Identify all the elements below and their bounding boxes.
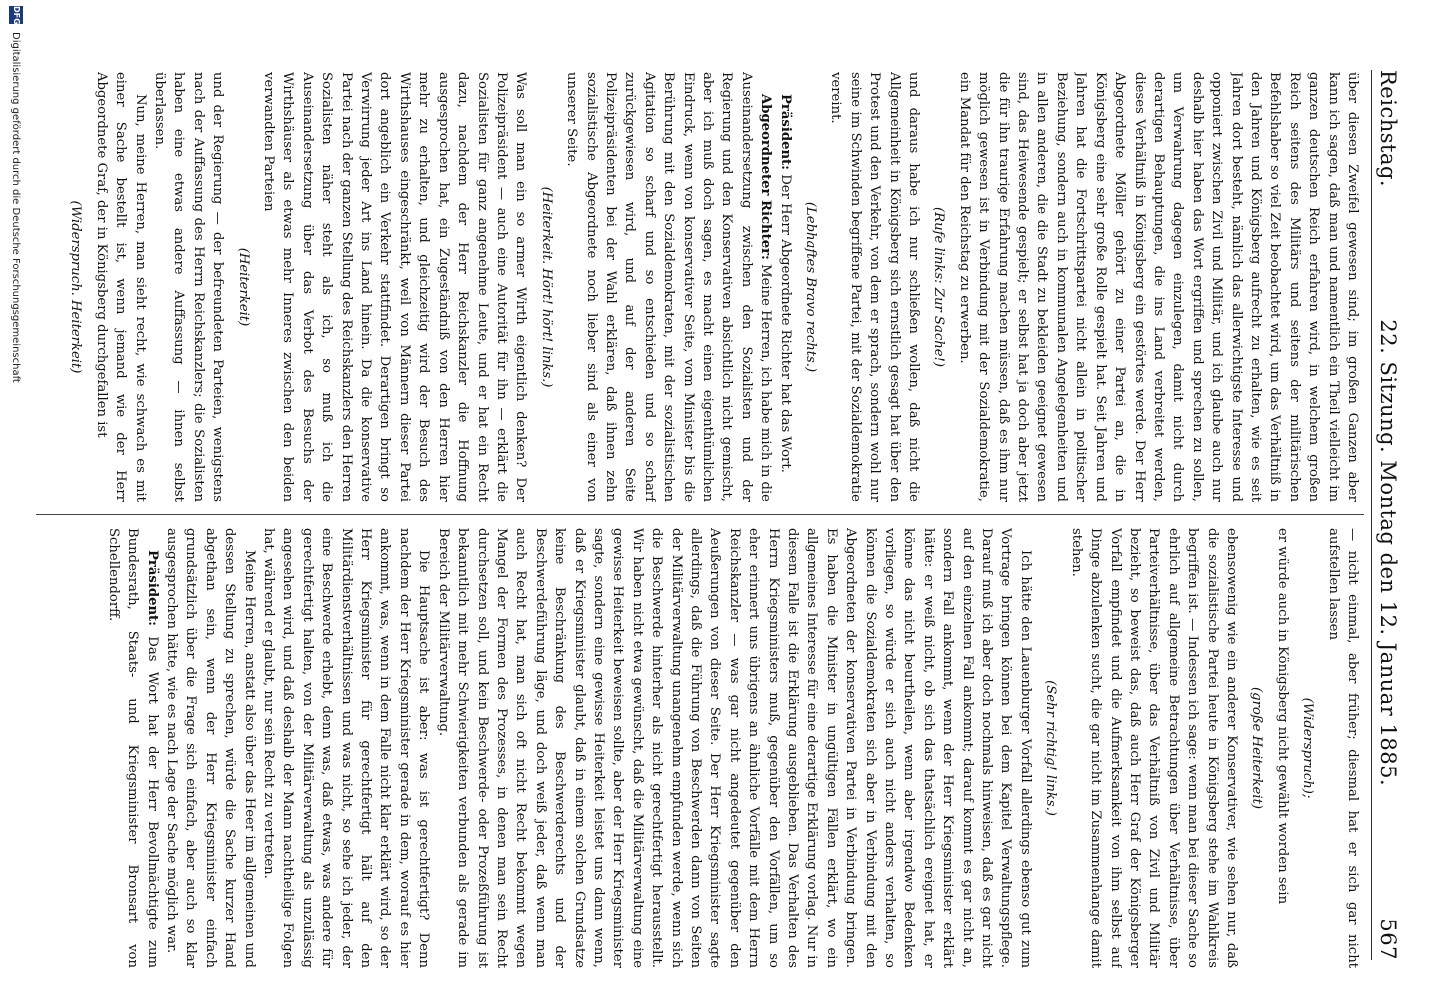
interjection: (große Heiterkeit) — [1249, 686, 1265, 810]
speech-text: Der Herr Abgeordnete Richter hat das Wort. — [777, 174, 793, 473]
interjection: (Widerspruch); — [1300, 697, 1316, 799]
interjection: (Widerspruch. Heiterkeit) — [68, 200, 84, 374]
page-header — [1371, 70, 1412, 960]
header-session: 22. Sitzung. Montag den 12. Januar 1885. — [1376, 319, 1400, 787]
dfg-logo-icon: DFG — [9, 6, 23, 24]
body-paragraph: Meine Herren, anstatt also über das Heer im allgemeinen und dessen Stellung zu sprechen, würde die Sache kurzer Hand abgethan sein, wenn der Herr Kriegsminister einfach grundsätzlich über die Frage sich einfach, aber auch so klar ausgesprochen hätte, wie es nach Lage der Sache möglich war. — [164, 528, 257, 968]
speaker-paragraph — [103, 528, 161, 968]
body-paragraph: — nicht einmal, aber früher; diesmal hat er sich gar nicht aufstellen lassen — [1325, 528, 1360, 968]
digitization-credit-text: Digitalisierung gefördert durch die Deutsche Forschungsgemeinschaft — [10, 32, 22, 383]
interjection: (Lebhaftes Bravo rechts.) — [803, 201, 819, 373]
body-paragraph: ebensowenig wie ein anderer Konservativer, wie sehen nur, daß die sozialistische Partei heute in Königsberg stehe im Wahlkreis begriffen ist. — Indessen ich sage: wenn man bei dieser Sache so ehrlich auf allgemeine Betrachtungen über Verhältnisse, über Parteiverhältnisse, über das Verhältniß von Zivil und Militär bezieht, so beweist das, daß auch Herr Graf der Königsberger Vorfall empfindet und die Aufmerksamkeit von ihm selbst auf Dinge abzulenken sucht, die gar nicht im Zusammenhange damit stehen. — [1068, 528, 1239, 968]
column-divider — [36, 514, 1364, 515]
body-paragraph: er würde auch in Königsberg nicht gewählt worden sein — [1274, 528, 1290, 905]
body-paragraph: Nun, meine Herren, man sieht recht, wie schwach es mit einer Sache bestellt ist, wenn jemand wie der Herr Abgeordnete Graf, der in Königsberg durchgefallen ist — [93, 72, 148, 502]
body-paragraph: und daraus habe ich nur schließen wollen, daß nicht die Allgemeinheit in Königsberg sich ernstlich gesagt hat über den Protest und den Verkehr, von dem er sprach, sondern wohl nur seine im Schwinden begriffene Partei, mit der Sozialdemokratie vereint. — [828, 72, 922, 502]
body-paragraph: Ich hätte den Lauenburger Vorfall allerdings ebenso gut zum Vortrage bringen können bei dem Kapitel Verwaltungspflege. Darauf muß ich aber doch nochmals hinweisen, daß es gar nicht auf den einzelnen Fall ankommt; darauf kommt es gar nicht an, sondern Fall ankommt, wenn der Herr Kriegsminister erklärt hätte: er weiß nicht, ob sich das thatsächlich ereignet hat, er könne das nicht beurtheilen, wenn aber irgendwo Bedenken vorliegen, so würde er sich auch nicht anders verhalten, so können die Sozialdemokraten sich aber in Verbindung mit den Abgeordneten der konservativen Partei in Verbindung bringen. Es haben die Minister in ungültigen Fällen erklärt, wo ein allgemeines Interesse für eine derartige Erklärung vorlag. Nur in diesem Falle ist die Erklärung ausgeblieben. Das Verhalten des Herrn Kriegsministers muß, gegenüber den Vorfällen, um so eher erinnert uns übrigens an ähnliche Vorfälle mit dem Herrn Reichskanzler — was gar nicht angedeutet gegenüber den Aeußerungen von dieser Seite. Der Herr Kriegsminister sagte allerdings, daß die Führung von Beschwerden dann von Seiten der Militärverwaltung unangenehm empfunden werde, wenn sich die Beschwerde hinterher als nicht gerechtfertigt herausstellt. Wir haben nicht etwa gewünscht, daß die Militärverwaltung eine gewisse Heiterkeit beweisen sollte, aber der Herr Kriegsminister sagte, sondern eine gewisse Heiterkeit leistet uns dann wenn, daß er Kriegsminister glaubt, daß in einem solchen Grundsatze keine Beschränkung des Beschwerderechts und der Beschwerdeführung läge, und doch weiß jeder, daß wenn man auch Recht hat, man sich oft nicht Recht bekommt wegen Mangel der Formen des Prozesses, in denen man sein Recht durchsetzen soll, und kein Beschwerde- oder Prozeßführung ist bekanntlich mit mehr Schwierigkeiten verbunden als gerade im Bereich der Militärverwaltung. — [435, 528, 1033, 968]
interjection: (Heiterkeit. Hört! hört! links.) — [538, 186, 554, 388]
header-left: Reichstag. — [1376, 70, 1400, 188]
page-number: 567 — [1376, 918, 1400, 960]
body-paragraph: über diesen Zweifel gewesen sind; im großen Ganzen aber kann ich sagen, daß man und namentlich ein Theil vielleicht im ganzen deutschen Reich erfahren wird, in welchem großen Reich seitens des Militärs und seitens der militärischen Befehlshaber so viel Zeit beobachtet wird, um das Verhältniß in den Jahren und Königsberg aufrecht zu erhalten, wie es seit Jahren dort besteht, nämlich das allerwichtigste Interesse und opponiert zwischen Zivil und Militär, und ich glaube auch nur deshalb hier haben das Wort ergriffen und sprechen zu sollen, um Verwahrung dagegen einzulegen, damit nicht durch derartigen Behauptungen, die ins Land verbreitet werden, dieses Verhältniß in Königsberg ein gestörtes werde. Der Herr Abgeordnete Möller gehört zu einer Partei an, die in Königsberg eine sehr große Rolle gespielt hat. Seit Jahren und Jahren hat die Fortschrittspartei nicht allein in politischer Beziehung, sondern auch in kommunalen Angelegenheiten und in allen anderen, die die Stadt zu bekleiden geeignet gewesen sind, das Heiwesende gespielt; er selbst hat ja doch aber jetzt die für ihn traurige Erfahrung machen müssen, daß es ihm nur möglich gewesen ist in Verbindung mit der Sozialdemokratie, ein Mandat für den Reichstag zu erwerben. — [956, 72, 1360, 502]
interjection: (Rufe links: Zur Sache!) — [931, 207, 947, 367]
speaker-paragraph — [562, 72, 775, 502]
speech-text: Das Wort hat der Herr Bevollmächtigte zum Bundesrath, Staats- und Kriegsminister Bronsart von Schellendorff. — [105, 528, 160, 968]
right-column — [40, 528, 1362, 968]
speech-text: Meine Herren, ich habe mich in die Auseinandersetzung zwischen den Sozialisten und der Regierung und den Konservativen absichtlich nicht gemischt, aber ich muß doch sagen, es macht einen eigenthümlichen Eindruck, wenn von konservativer Seite, vom Minister bis die Berührung mit den Sozialdemokraten, mit der sozialistischen Agitation so scharf und so entschieden und so scharf zurückgewiesen wird, und auf der anderen Seite Polizeipräsidenten bei der Wahl erklären, daß ihnen zehn sozialistische Abgeordnete noch lieber sind als einer von unserer Seite. — [564, 72, 774, 502]
speaker-name: Abgeordneter Richter: — [758, 94, 774, 260]
speaker-name: Präsident: — [777, 94, 793, 171]
speaker-name: Präsident: — [144, 550, 160, 627]
speaker-paragraph — [775, 72, 794, 502]
body-paragraph: Die Hauptsache ist aber: was ist gerechtfertigt? Denn nachdem der Herr Kriegsminister gerade in dem, worauf es hier ankommt, was, wenn in dem Falle nicht klar erklärt wird, so der Herr Kriegsminister für gerechtfertigt hält auf den Militärdienstverhältnissen und was nicht, so sehe ich jeder, der eine Beschwerde erhebt, denn was, daß etwas, was andere für gerechtfertigt halten, von der Militärverwaltung als unzulässig angesehen wird, und daß deshalb der Mann nachtheilige Folgen hat, während er glaubt, nur sein Recht zu vertreten. — [261, 528, 432, 968]
interjection: (Sehr richtig! links.) — [1043, 680, 1059, 816]
interjection: (Heiterkeit) — [235, 247, 251, 327]
digitization-credit — [0, 0, 32, 1006]
body-paragraph: und der Regierung — der befreundeten Parteien, wenigstens nach der Auffassung des Herrn Reichskanzlers; die Sozialisten haben eine etwas andere Auffassung — ihnen selbst überlassen. — [152, 72, 226, 502]
left-column — [40, 72, 1362, 502]
body-paragraph: Was soll man ein so armer Wirth eigentlich denken? Der Polizeipräsident — auch eine Autorität für ihn — erklärt die Sozialisten für ganz angenehme Leute, und er hat ein Recht dazu, nachdem der Herr Reichskanzler die Hoffnung ausgesprochen hat, ein Zugeständniß von den Herren hier mehr zu erhalten, und gleichzeitig wird der Besuch des Wirthshauses eingeschränkt, weil von Männern dieser Partei dort angeblich ein Verkehr stattfindet. Derartigen bringt so Verwirrung jeder Art ins Land hinein. Da die konservative Partei nach der ganzen Stellung des Reichskanzlers den Herren Sozialisten näher steht als ich, so muß ich die Auseinandersetzung über das Verbot des Besuchs der Wirthshäuser als etwas mehr Inneres zwischen den beiden verwandten Parteien — [261, 72, 529, 502]
